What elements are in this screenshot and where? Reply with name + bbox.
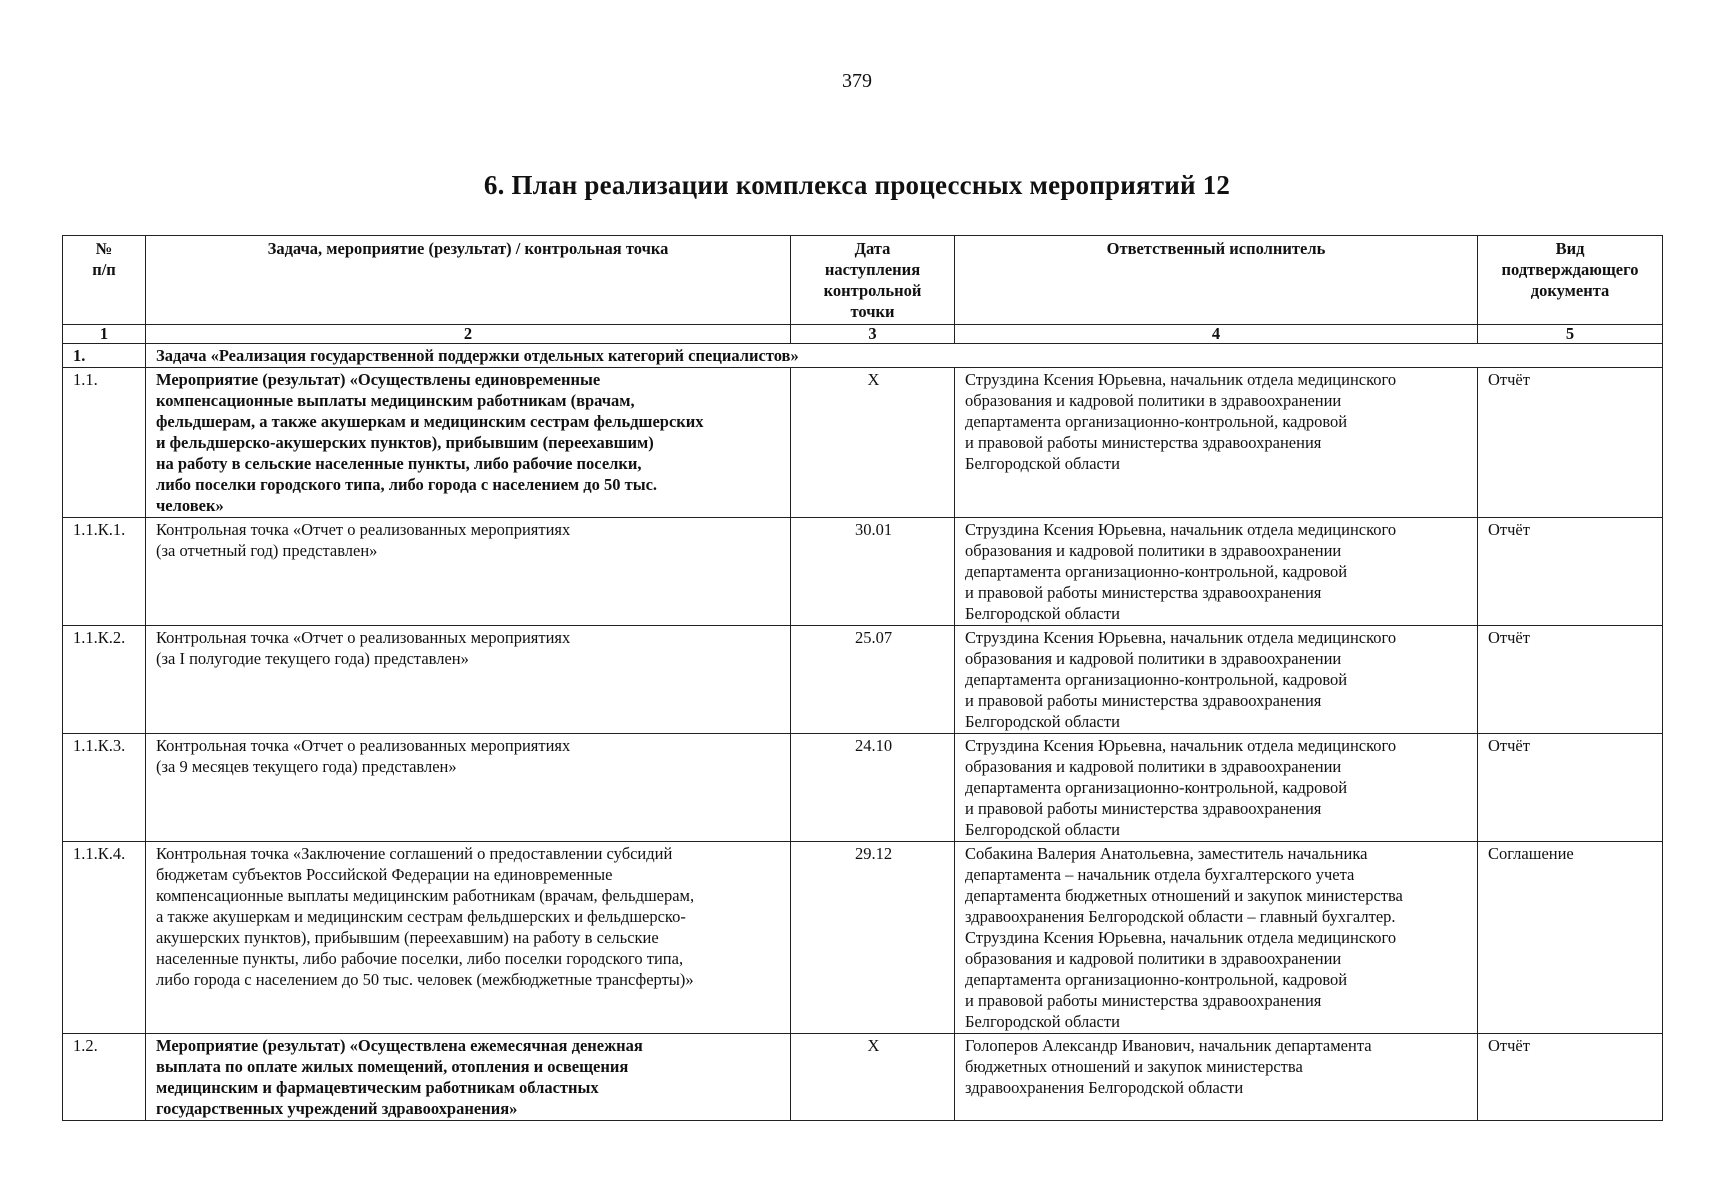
column-number: 4 [955,325,1478,344]
column-number: 2 [146,325,791,344]
header-document: Вид подтверждающего документа [1478,236,1663,325]
page-title: 6. План реализации комплекса процессных мероприятий 12 [483,170,1231,200]
task-title: Задача «Реализация государственной поддержки отдельных категорий специалистов» [146,344,1663,368]
header-task: Задача, мероприятие (результат) / контрольная точка [146,236,791,325]
row-activity: Мероприятие (результат) «Осуществлена ежемесячная денежная выплата по оплате жилых помещений, отопления и освещения медицинским и фармацевтическим работникам областных государственных учреждений здравоохранения» [146,1034,791,1121]
column-number: 1 [63,325,146,344]
table-row [63,1034,1663,1121]
row-document: Отчёт [1478,626,1663,734]
column-number-row [63,325,1663,344]
row-executor: Собакина Валерия Анатольевна, заместитель начальника департамента – начальник отдела бухгалтерского учета департамента бюджетных отношений и закупок министерства здравоохранения Белгородской области – главный бухгалтер. Струздина Ксения Юрьевна, начальник отдела медицинского образования и кадровой политики в здравоохранении департамента организационно-контрольной, кадровой и правовой работы министерства здравоохранения Белгородской области [955,842,1478,1034]
row-document: Отчёт [1478,734,1663,842]
header-executor: Ответственный исполнитель [955,236,1478,325]
row-document: Отчёт [1478,1034,1663,1121]
row-activity: Контрольная точка «Заключение соглашений о предоставлении субсидий бюджетам субъектов Российской Федерации на единовременные компенсационные выплаты медицинским работникам (врачам, фельдшерам, а также акушеркам и медицинским сестрам фельдшерских и фельдшерско- акушерских пунктов), прибывшим (переехавшим) на работу в сельские населенные пункты, либо рабочие поселки, либо поселки городского типа, либо города с населением до 50 тыс. человек (межбюджетные трансферты)» [146,842,791,1034]
column-number: 5 [1478,325,1663,344]
row-document: Отчёт [1478,368,1663,518]
row-number: 1.1.К.1. [63,518,146,626]
row-date: X [791,1034,955,1121]
row-executor: Струздина Ксения Юрьевна, начальник отдела медицинского образования и кадровой политики в здравоохранении департамента организационно-контрольной, кадровой и правовой работы министерства здравоохранения Белгородской области [955,368,1478,518]
header-number: № п/п [63,236,146,325]
row-executor: Струздина Ксения Юрьевна, начальник отдела медицинского образования и кадровой политики в здравоохранении департамента организационно-контрольной, кадровой и правовой работы министерства здравоохранения Белгородской области [955,518,1478,626]
task-number: 1. [63,344,146,368]
row-document: Отчёт [1478,518,1663,626]
row-date: 30.01 [791,518,955,626]
header-date: Дата наступления контрольной точки [791,236,955,325]
row-activity: Контрольная точка «Отчет о реализованных мероприятиях (за отчетный год) представлен» [146,518,791,626]
row-executor: Струздина Ксения Юрьевна, начальник отдела медицинского образования и кадровой политики в здравоохранении департамента организационно-контрольной, кадровой и правовой работы министерства здравоохранения Белгородской области [955,626,1478,734]
row-activity: Контрольная точка «Отчет о реализованных мероприятиях (за 9 месяцев текущего года) представлен» [146,734,791,842]
row-number: 1.1.К.4. [63,842,146,1034]
row-document: Соглашение [1478,842,1663,1034]
row-executor: Струздина Ксения Юрьевна, начальник отдела медицинского образования и кадровой политики в здравоохранении департамента организационно-контрольной, кадровой и правовой работы министерства здравоохранения Белгородской области [955,734,1478,842]
table-row [63,842,1663,1034]
row-number: 1.1.К.2. [63,626,146,734]
row-date: 25.07 [791,626,955,734]
table-row [63,734,1663,842]
row-date: 29.12 [791,842,955,1034]
row-number: 1.1.К.3. [63,734,146,842]
row-executor: Голоперов Александр Иванович, начальник департамента бюджетных отношений и закупок министерства здравоохранения Белгородской области [955,1034,1478,1121]
row-date: 24.10 [791,734,955,842]
table-row [63,626,1663,734]
row-activity: Мероприятие (результат) «Осуществлены единовременные компенсационные выплаты медицинским работникам (врачам, фельдшерам, а также акушеркам и медицинским сестрам фельдшерских и фельдшерско-акушерских пунктов), прибывшим (переехавшим) на работу в сельские населенные пункты, либо рабочие поселки, либо поселки городского типа, либо города с населением до 50 тыс. человек» [146,368,791,518]
row-date: X [791,368,955,518]
table-row [63,368,1663,518]
plan-table [62,235,1663,1121]
page-number: 379 [842,70,872,92]
table-header-row [63,236,1663,325]
column-number: 3 [791,325,955,344]
row-number: 1.2. [63,1034,146,1121]
table-row [63,518,1663,626]
row-number: 1.1. [63,368,146,518]
row-activity: Контрольная точка «Отчет о реализованных мероприятиях (за I полугодие текущего года) представлен» [146,626,791,734]
task-row [63,344,1663,368]
